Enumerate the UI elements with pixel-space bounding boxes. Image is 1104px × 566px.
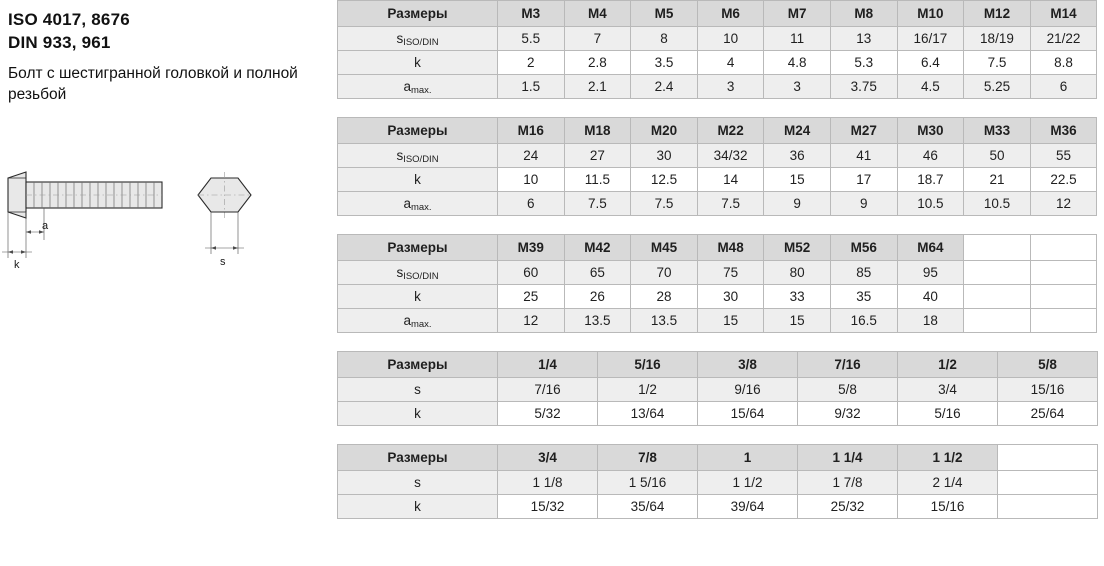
row-label-s — [338, 261, 498, 285]
table-header-cell-M3: M3 — [498, 1, 565, 27]
table-header-cell-M8: M8 — [830, 1, 897, 27]
dimension-label-s: s — [220, 256, 226, 268]
table-header-cell-empty — [998, 445, 1098, 471]
table-cell: 3/4 — [898, 378, 998, 402]
table-cell: 36 — [764, 144, 831, 168]
table-cell: 80 — [764, 261, 831, 285]
table-header-cell-3-8: 3/8 — [698, 352, 798, 378]
table-cell: 14 — [697, 168, 764, 192]
table-cell: 21 — [964, 168, 1031, 192]
table-header-cell-M20: M20 — [631, 118, 698, 144]
table-header-cell-1-1-2: 1 1/2 — [898, 445, 998, 471]
table-cell: 15/64 — [698, 402, 798, 426]
table-cell: 60 — [498, 261, 565, 285]
drawing-svg — [0, 160, 330, 275]
table-row — [338, 168, 1097, 192]
table-header-cell-M12: M12 — [964, 1, 1031, 27]
table-cell: 70 — [631, 261, 698, 285]
table-cell: 39/64 — [698, 495, 798, 519]
table-header-cell-M18: M18 — [564, 118, 631, 144]
table-header-cell-M39: M39 — [498, 235, 565, 261]
table-cell: 1 5/16 — [598, 471, 698, 495]
table-row — [338, 471, 1098, 495]
table-header-label: Размеры — [338, 235, 498, 261]
row-label-s — [338, 27, 498, 51]
table-cell: 16.5 — [830, 309, 897, 333]
table-cell: 95 — [897, 261, 964, 285]
table-header-cell-M14: M14 — [1030, 1, 1097, 27]
table-cell: 15/32 — [498, 495, 598, 519]
table-header-cell-M42: M42 — [564, 235, 631, 261]
table-header-row — [338, 235, 1097, 261]
row-label-text: a — [403, 79, 411, 94]
table-cell: 35/64 — [598, 495, 698, 519]
table-header-cell-empty — [964, 235, 1031, 261]
table-header-cell-M5: M5 — [631, 1, 698, 27]
table-cell: 3 — [764, 75, 831, 99]
table-cell: 6 — [1030, 75, 1097, 99]
dimension-table-metric-m16-m36 — [337, 117, 1097, 216]
table-cell: 35 — [830, 285, 897, 309]
row-label-text: s — [414, 382, 421, 397]
table-cell: 85 — [830, 261, 897, 285]
table-cell: 18 — [897, 309, 964, 333]
table-cell: 26 — [564, 285, 631, 309]
table-cell-empty — [998, 471, 1098, 495]
table-header-cell-M6: M6 — [697, 1, 764, 27]
bolt-side-view — [2, 172, 162, 271]
table-cell: 55 — [1030, 144, 1097, 168]
table-header-cell-7-8: 7/8 — [598, 445, 698, 471]
table-header-label: Размеры — [338, 352, 498, 378]
table-row — [338, 309, 1097, 333]
table-cell: 40 — [897, 285, 964, 309]
table-row — [338, 285, 1097, 309]
table-header-label: Размеры — [338, 445, 498, 471]
table-cell: 24 — [498, 144, 565, 168]
table-cell-empty — [964, 261, 1031, 285]
table-header-cell-1-1-4: 1 1/4 — [798, 445, 898, 471]
table-cell: 41 — [830, 144, 897, 168]
table-cell: 13.5 — [631, 309, 698, 333]
table-cell: 4.5 — [897, 75, 964, 99]
table-header-cell-5-16: 5/16 — [598, 352, 698, 378]
row-label-s — [338, 378, 498, 402]
technical-drawing — [0, 160, 330, 275]
table-header-cell-5-8: 5/8 — [998, 352, 1098, 378]
table-header-row — [338, 118, 1097, 144]
row-label-subscript: ISO/DIN — [403, 154, 439, 165]
table-row — [338, 75, 1097, 99]
table-header-cell-M48: M48 — [697, 235, 764, 261]
table-header-row — [338, 352, 1098, 378]
table-cell: 13.5 — [564, 309, 631, 333]
row-label-subscript: max. — [410, 202, 432, 213]
table-cell: 75 — [697, 261, 764, 285]
table-row — [338, 192, 1097, 216]
table-cell: 15 — [764, 309, 831, 333]
table-cell: 9 — [764, 192, 831, 216]
row-label-text: a — [403, 196, 411, 211]
table-header-cell-M52: M52 — [764, 235, 831, 261]
table-cell: 3.75 — [830, 75, 897, 99]
table-cell: 10 — [498, 168, 565, 192]
table-row — [338, 51, 1097, 75]
row-label-text: k — [414, 499, 421, 514]
row-label-text: a — [403, 313, 411, 328]
table-cell: 7.5 — [631, 192, 698, 216]
table-cell: 30 — [631, 144, 698, 168]
table-cell: 21/22 — [1030, 27, 1097, 51]
table-header-cell-7-16: 7/16 — [798, 352, 898, 378]
row-label-text: k — [414, 406, 421, 421]
table-cell: 15/16 — [898, 495, 998, 519]
row-label-k — [338, 51, 498, 75]
table-cell: 15 — [697, 309, 764, 333]
table-cell: 5/32 — [498, 402, 598, 426]
table-cell: 9/16 — [698, 378, 798, 402]
table-row — [338, 27, 1097, 51]
row-label-s — [338, 471, 498, 495]
table-cell: 22.5 — [1030, 168, 1097, 192]
table-cell: 50 — [964, 144, 1031, 168]
table-cell: 7 — [564, 27, 631, 51]
table-cell: 5/8 — [798, 378, 898, 402]
table-cell: 12 — [1030, 192, 1097, 216]
table-row — [338, 378, 1098, 402]
row-label-k — [338, 495, 498, 519]
table-header-cell-M7: M7 — [764, 1, 831, 27]
table-cell: 7.5 — [564, 192, 631, 216]
table-header-cell-M22: M22 — [697, 118, 764, 144]
row-label-text: s — [396, 31, 404, 46]
table-cell: 10 — [697, 27, 764, 51]
table-cell: 2.4 — [631, 75, 698, 99]
table-header-cell-empty — [1030, 235, 1097, 261]
table-cell: 2 — [498, 51, 565, 75]
table-cell-empty — [1030, 285, 1097, 309]
standard-line-1: ISO 4017, 8676 — [8, 10, 130, 29]
table-cell: 2.8 — [564, 51, 631, 75]
table-cell: 9 — [830, 192, 897, 216]
dimension-table-inch-three-quarter-one-half — [337, 444, 1098, 519]
table-cell: 33 — [764, 285, 831, 309]
table-header-cell-1-2: 1/2 — [898, 352, 998, 378]
table-row — [338, 144, 1097, 168]
table-cell-empty — [1030, 309, 1097, 333]
table-cell: 2.1 — [564, 75, 631, 99]
table-cell: 46 — [897, 144, 964, 168]
table-header-row — [338, 1, 1097, 27]
table-cell: 3.5 — [631, 51, 698, 75]
table-cell: 17 — [830, 168, 897, 192]
table-cell: 1 7/8 — [798, 471, 898, 495]
table-cell: 5.5 — [498, 27, 565, 51]
table-cell: 5.3 — [830, 51, 897, 75]
table-cell: 25 — [498, 285, 565, 309]
table-cell: 18.7 — [897, 168, 964, 192]
row-label-text: s — [396, 265, 404, 280]
dimension-table-inch-quarter-five-eighth — [337, 351, 1098, 426]
header-block — [8, 8, 328, 105]
table-header-cell-1-4: 1/4 — [498, 352, 598, 378]
table-header-cell-M16: M16 — [498, 118, 565, 144]
row-label-k — [338, 402, 498, 426]
table-cell: 2 1/4 — [898, 471, 998, 495]
standard-line-2: DIN 933, 961 — [8, 33, 111, 52]
row-label-subscript: max. — [410, 85, 432, 96]
table-cell: 18/19 — [964, 27, 1031, 51]
table-cell: 34/32 — [697, 144, 764, 168]
table-cell: 9/32 — [798, 402, 898, 426]
dimension-label-a: a — [42, 220, 49, 232]
table-cell: 8.8 — [1030, 51, 1097, 75]
table-cell: 11 — [764, 27, 831, 51]
table-header-cell-M45: M45 — [631, 235, 698, 261]
table-cell: 25/32 — [798, 495, 898, 519]
row-label-text: s — [414, 475, 421, 490]
table-cell: 1 1/2 — [698, 471, 798, 495]
table-header-label: Размеры — [338, 118, 498, 144]
table-header-cell-M10: M10 — [897, 1, 964, 27]
table-cell: 30 — [697, 285, 764, 309]
dimension-label-k: k — [14, 259, 20, 271]
table-cell-empty — [1030, 261, 1097, 285]
table-cell: 1/2 — [598, 378, 698, 402]
table-cell: 12 — [498, 309, 565, 333]
row-label-s — [338, 144, 498, 168]
table-cell: 8 — [631, 27, 698, 51]
table-cell: 4.8 — [764, 51, 831, 75]
row-label-a — [338, 75, 498, 99]
table-cell: 7.5 — [697, 192, 764, 216]
product-description: Болт с шестигранной головкой и полной резьбой — [8, 65, 298, 103]
table-header-cell-M24: M24 — [764, 118, 831, 144]
table-header-cell-M4: M4 — [564, 1, 631, 27]
table-header-row — [338, 445, 1098, 471]
table-header-cell-M27: M27 — [830, 118, 897, 144]
row-label-text: k — [414, 172, 421, 187]
row-label-a — [338, 192, 498, 216]
table-header-cell-3-4: 3/4 — [498, 445, 598, 471]
table-cell: 7.5 — [964, 51, 1031, 75]
hex-head-view — [198, 172, 251, 268]
table-cell-empty — [964, 309, 1031, 333]
table-cell: 28 — [631, 285, 698, 309]
table-cell: 7/16 — [498, 378, 598, 402]
table-cell: 4 — [697, 51, 764, 75]
table-cell: 10.5 — [897, 192, 964, 216]
table-cell: 12.5 — [631, 168, 698, 192]
table-cell-empty — [998, 495, 1098, 519]
table-header-cell-M64: M64 — [897, 235, 964, 261]
table-cell: 6.4 — [897, 51, 964, 75]
row-label-text: k — [414, 289, 421, 304]
table-cell: 65 — [564, 261, 631, 285]
dimension-table-metric-m39-m64 — [337, 234, 1097, 333]
table-cell: 13/64 — [598, 402, 698, 426]
table-cell-empty — [964, 285, 1031, 309]
table-cell: 13 — [830, 27, 897, 51]
table-cell: 15/16 — [998, 378, 1098, 402]
row-label-text: k — [414, 55, 421, 70]
row-label-a — [338, 309, 498, 333]
table-cell: 16/17 — [897, 27, 964, 51]
row-label-k — [338, 168, 498, 192]
row-label-text: s — [396, 148, 404, 163]
dimension-table-metric-m3-m14 — [337, 0, 1097, 99]
row-label-subscript: ISO/DIN — [403, 271, 439, 282]
row-label-subscript: ISO/DIN — [403, 37, 439, 48]
table-header-cell-M56: M56 — [830, 235, 897, 261]
dimension-tables — [337, 0, 1097, 537]
table-cell: 5.25 — [964, 75, 1031, 99]
table-row — [338, 261, 1097, 285]
table-cell: 1 1/8 — [498, 471, 598, 495]
table-cell: 15 — [764, 168, 831, 192]
table-header-cell-M36: M36 — [1030, 118, 1097, 144]
table-header-label: Размеры — [338, 1, 498, 27]
table-header-cell-M30: M30 — [897, 118, 964, 144]
table-cell: 3 — [697, 75, 764, 99]
table-cell: 6 — [498, 192, 565, 216]
table-cell: 10.5 — [964, 192, 1031, 216]
table-row — [338, 402, 1098, 426]
table-cell: 27 — [564, 144, 631, 168]
table-cell: 5/16 — [898, 402, 998, 426]
table-header-cell-M33: M33 — [964, 118, 1031, 144]
table-row — [338, 495, 1098, 519]
table-header-cell-1: 1 — [698, 445, 798, 471]
table-cell: 1.5 — [498, 75, 565, 99]
table-cell: 11.5 — [564, 168, 631, 192]
table-cell: 25/64 — [998, 402, 1098, 426]
row-label-k — [338, 285, 498, 309]
row-label-subscript: max. — [410, 319, 432, 330]
